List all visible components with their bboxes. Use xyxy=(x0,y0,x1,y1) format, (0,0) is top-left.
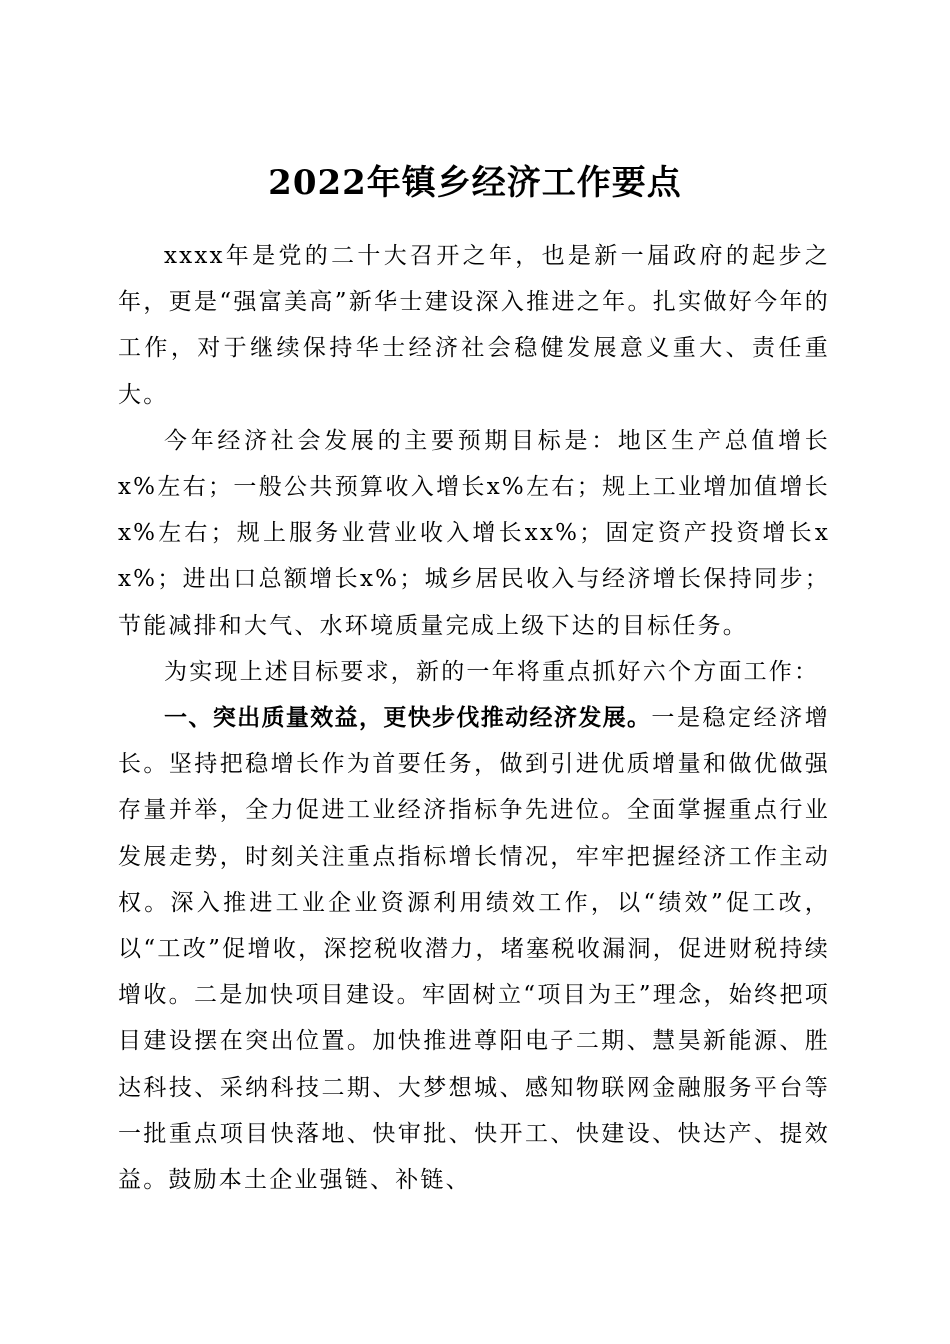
tasks-intro-paragraph: 为实现上述目标要求，新的一年将重点抓好六个方面工作： xyxy=(164,658,820,685)
section-1-paragraph xyxy=(118,695,830,1203)
section-1-heading: 一、突出质量效益，更快步伐推动经济发展。 xyxy=(164,705,652,732)
targets-paragraph: 今年经济社会发展的主要预期目标是：地区生产总值增长x%左右；一般公共预算收入增长x%左右；规上工业增加值增长x%左右；规上服务业营业收入增长xx%；固定资产投资增长xx%；进出口总额增长x%；城乡居民收入与经济增长保持同步；节能减排和大气、水环境质量完成上级下达的目标任务。 xyxy=(118,427,830,639)
document-body xyxy=(118,233,830,1203)
section-1-text: 一是稳定经济增长。坚持把稳增长作为首要任务，做到引进优质增量和做优做强存量并举，全力促进工业经济指标争先进位。全面掌握重点行业发展走势，时刻关注重点指标增长情况，牢牢把握经济工作主动权。深入推进工业企业资源利用绩效工作，以“绩效”促工改，以“工改”促增收，深挖税收潜力，堵塞税收漏洞，促进财税持续增收。二是加快项目建设。牢固树立“项目为王”理念，始终把项目建设摆在突出位置。加快推进尊阳电子二期、慧昊新能源、胜达科技、采纳科技二期、大梦想城、感知物联网金融服务平台等一批重点项目快落地、快审批、快开工、快建设、快达产、提效益。鼓励本土企业强链、补链、 xyxy=(118,705,831,1194)
intro-paragraph: xxxx年是党的二十大召开之年，也是新一届政府的起步之年，更是“强富美高”新华士建设深入推进之年。扎实做好今年的工作，对于继续保持华士经济社会稳健发展意义重大、责任重大。 xyxy=(118,243,830,408)
document-title: 2022年镇乡经济工作要点 xyxy=(268,162,682,203)
